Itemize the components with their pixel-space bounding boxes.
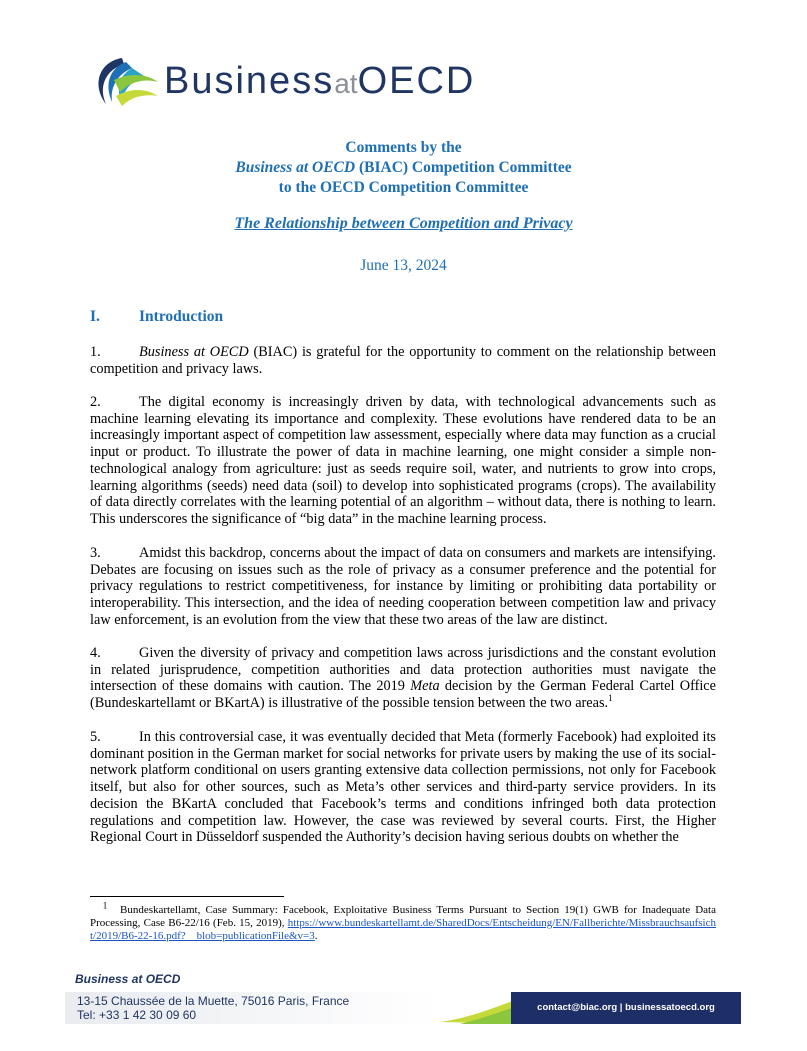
title-line-1: Comments by the <box>345 139 462 156</box>
footer-address-block <box>77 994 349 1022</box>
paragraph-number: 4. <box>90 645 101 661</box>
logo-at-text: at <box>334 68 358 99</box>
footer-contact[interactable]: contact@biac.org | businessatoecd.org <box>511 992 741 1024</box>
logo-oecd-text: OECD <box>357 60 476 102</box>
logo-business-text: Business <box>164 60 335 102</box>
footnote-end: . <box>314 930 318 942</box>
section-heading <box>90 308 223 326</box>
swoosh-logo-icon <box>92 52 164 112</box>
document-subject: The Relationship between Competition and Privacy <box>234 215 573 232</box>
footnote-link[interactable]: https://www.bundeskartellamt.de/SharedDocs/Entscheidung/EN/Fallberichte/Missbrauchsaufsicht/2019/B6-22-16.pdf?__blob=publicationFile&v=3 <box>90 917 716 942</box>
footnote-1 <box>90 900 716 943</box>
paragraph-text: Amidst this backdrop, concerns about the impact of data on consumers and markets are intensifying. Debates are focusing on issues such as the role of privacy as a consumer preference and the potential for privacy regulations to restrict competitiveness, for instance by limiting or prohibiting data portability or interoperability. This intersection, and the idea of needing cooperation between competition law and privacy law enforcement, is an evolution from the view that these two areas of the law are distinct. <box>90 545 716 628</box>
paragraph-3 <box>90 545 716 629</box>
paragraph-5 <box>90 729 716 846</box>
paragraph-number: 1. <box>90 344 101 360</box>
section-title: Introduction <box>139 308 224 325</box>
paragraph-italic-text: Business at OECD <box>139 344 249 360</box>
title-line-2-rest: (BIAC) Competition Committee <box>355 159 572 176</box>
section-number: I. <box>90 308 100 325</box>
paragraph-4 <box>90 645 716 712</box>
paragraph-text: In this controversial case, it was eventually decided that Meta (formerly Facebook) had exploited its dominant position in the German market for social networks for private users by making the use of its social-network platform conditional on users granting extensive data collection permissions, not only for Facebook itself, but also for other sources, such as Meta’s other services and third-party service providers. In its decision the BKartA concluded that Facebook’s terms and conditions infringed both data protection regulations and competition law. However, the case was reviewed by several courts. First, the Higher Regional Court in Düsseldorf suspended the Authority’s decision having serious doubts on whether the <box>90 729 716 846</box>
paragraph-number: 3. <box>90 545 101 561</box>
document-date: June 13, 2024 <box>360 257 447 274</box>
title-line-2 <box>0 158 807 178</box>
footnote-divider <box>90 896 284 897</box>
paragraph-1 <box>90 344 716 377</box>
business-at-oecd-logo <box>92 52 532 112</box>
paragraph-number: 2. <box>90 394 101 410</box>
footer-address: 13-15 Chaussée de la Muette, 75016 Paris, France <box>77 994 350 1008</box>
paragraph-text: Given the diversity of privacy and competition laws across jurisdictions and the constant evolution in related jurisprudence, competition authorities and data protection authorities must navigate the intersection of these domains with caution. The 2019 <box>90 645 716 695</box>
footer-phone: Tel: +33 1 42 30 09 60 <box>77 1008 197 1022</box>
paragraph-2 <box>90 394 716 528</box>
paragraph-number: 5. <box>90 729 101 745</box>
paragraph-italic-text: Meta <box>410 678 440 695</box>
footnote-reference[interactable]: 1 <box>608 693 613 704</box>
footer-brand: Business at OECD <box>75 972 181 986</box>
footer-band <box>65 992 741 1024</box>
footnote-mark: 1 <box>102 900 108 911</box>
footnote-text: Bundeskartellamt, Case Summary: Facebook, Exploitative Business Terms Pursuant to Section 19(1) GWB for Inadequate Data Processing, Case B6-22/16 (Feb. 15, 2019), <box>90 904 716 929</box>
paragraph-text: The digital economy is increasingly driven by data, with technological advancements such as machine learning elevating its importance and complexity. These evolutions have rendered data to be an increasingly important aspect of competition law assessment, especially where data may function as a crucial input or product. To illustrate the power of data in machine learning, one might consider a simple non-technological analogy from agriculture: just as seeds require soil, water, and nutrients to grow into crops, learning algorithms (seeds) need data (soil) to develop into sophisticated programs (crops). The availability of data directly correlates with the learning potential of an algorithm – without data, there is nothing to learn. This underscores the significance of “big data” in the machine learning process. <box>90 394 716 527</box>
title-org-italic: Business at OECD <box>235 159 356 176</box>
paragraph-text: (BIAC) is grateful for the opportunity to comment on the relationship between competition and privacy laws. <box>90 344 716 377</box>
title-line-3: to the OECD Competition Committee <box>278 179 529 196</box>
logo-wordmark <box>164 60 475 103</box>
paragraph-text: decision by the German Federal Cartel Office (Bundeskartellamt or BKartA) is illustrative of the possible tension between the two areas. <box>90 678 716 712</box>
